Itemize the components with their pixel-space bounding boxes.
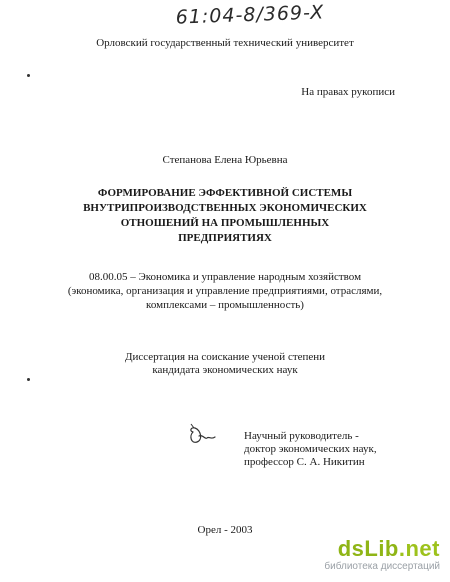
specialty-line: (экономика, организация и управление предприятиями, отраслями, — [67, 285, 383, 297]
author-name: Степанова Елена Юрьевна — [162, 154, 288, 166]
dissertation-title — [80, 186, 370, 246]
degree-line: кандидата экономических наук — [152, 364, 298, 376]
supervisor-line: доктор экономических наук, — [244, 443, 377, 455]
title-line: ОТНОШЕНИЙ НА ПРОМЫШЛЕННЫХ ПРЕДПРИЯТИЯХ — [120, 217, 330, 244]
dslib-watermark — [290, 537, 440, 573]
specialty-code — [60, 270, 390, 312]
supervisor-line: Научный руководитель - — [244, 430, 359, 442]
margin-mark — [27, 378, 30, 381]
manuscript-rights-note: На правах рукописи — [301, 86, 395, 98]
dslib-subtitle: библиотека диссертаций — [324, 561, 440, 572]
specialty-line: 08.00.05 – Экономика и управление народным хозяйством — [88, 271, 362, 283]
title-line: ФОРМИРОВАНИЕ ЭФФЕКТИВНОЙ СИСТЕМЫ — [97, 187, 353, 199]
supervisor-line: профессор С. А. Никитин — [244, 456, 365, 468]
university-name: Орловский государственный технический университет — [96, 37, 354, 49]
degree-statement — [60, 351, 390, 377]
dslib-logo: dsLib.net — [337, 536, 440, 561]
specialty-line: комплексами – промышленность) — [146, 299, 304, 311]
city-and-year: Орел - 2003 — [197, 524, 253, 536]
handwritten-archive-code: 61:04-8/369-X — [175, 1, 325, 29]
margin-mark — [27, 74, 30, 77]
scientific-supervisor — [244, 430, 414, 469]
supervisor-signature — [185, 422, 219, 448]
title-line: ВНУТРИПРОИЗВОДСТВЕННЫХ ЭКОНОМИЧЕСКИХ — [83, 202, 367, 214]
degree-line: Диссертация на соискание ученой степени — [124, 351, 326, 363]
